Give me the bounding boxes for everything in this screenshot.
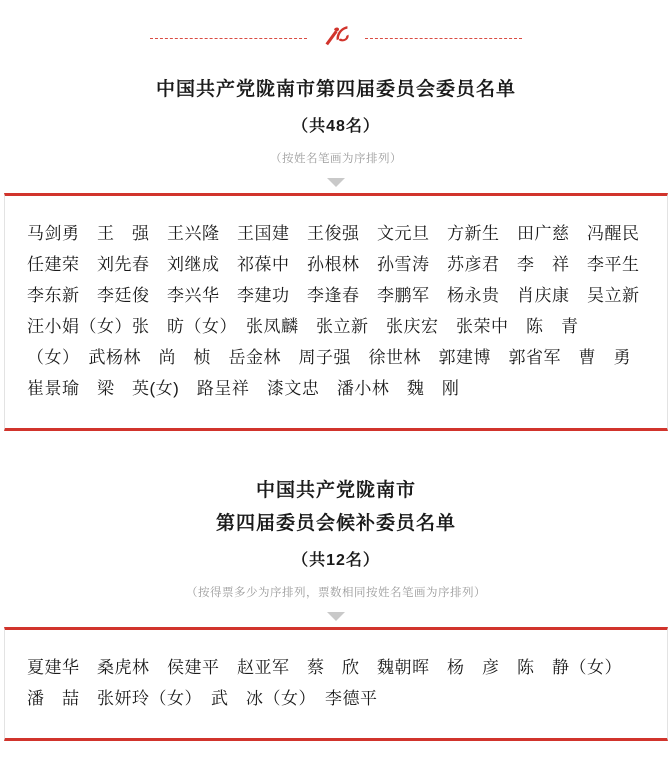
alternate-count: （共12名） xyxy=(292,552,380,569)
name-line: 李东新 李廷俊 李兴华 李建功 李逢春 李鹏军 杨永贵 肖庆康 吴立新 xyxy=(27,286,640,305)
dashed-line-right xyxy=(365,38,522,39)
section-spacer xyxy=(0,431,672,455)
name-line: 汪小娟（女）张 昉（女） 张凤麟 张立新 张庆宏 张荣中 陈 青 xyxy=(27,317,579,336)
name-line: 夏建华 桑虎林 侯建平 赵亚军 蔡 欣 魏朝晖 杨 彦 陈 静（女） xyxy=(27,658,622,677)
arrow-down-shape xyxy=(327,178,345,187)
document-page xyxy=(0,22,672,766)
dashed-line-left xyxy=(150,38,307,39)
alternate-order-note: （按得票多少为序排列，票数相同按姓名笔画为序排列） xyxy=(186,587,486,599)
name-line: 马剑勇 王 强 王兴隆 王国建 王俊强 文元旦 方新生 田广慈 冯醒民 xyxy=(27,224,640,243)
committee-title: 中国共产党陇南市第四届委员会委员名单 xyxy=(155,79,516,100)
arrow-down-icon-2 xyxy=(0,612,672,621)
committee-name-list xyxy=(4,193,668,431)
name-line: 任建荣 刘先春 刘继成 祁葆中 孙根林 孙雪涛 苏彦君 李 祥 李平生 xyxy=(27,255,640,274)
committee-order-note: （按姓名笔画为序排列） xyxy=(270,153,402,165)
emblem-divider xyxy=(0,22,672,54)
committee-count: （共48名） xyxy=(292,118,380,135)
name-line: （女） 武杨林 尚 桢 岳金林 周子强 徐世林 郭建博 郭省军 曹 勇 xyxy=(27,348,631,367)
arrow-down-icon-1 xyxy=(0,178,672,187)
alternate-title-line1: 中国共产党陇南市 xyxy=(255,480,416,501)
party-emblem-icon xyxy=(321,22,351,54)
arrow-down-shape xyxy=(327,612,345,621)
name-line: 崔景瑜 梁 英(女) 路呈祥 漆文忠 潘小林 魏 刚 xyxy=(27,379,460,398)
name-line: 潘 喆 张妍玲（女） 武 冰（女） 李德平 xyxy=(27,689,378,708)
alternate-name-list xyxy=(4,627,668,741)
alternate-title-line2: 第四届委员会候补委员名单 xyxy=(215,513,456,534)
